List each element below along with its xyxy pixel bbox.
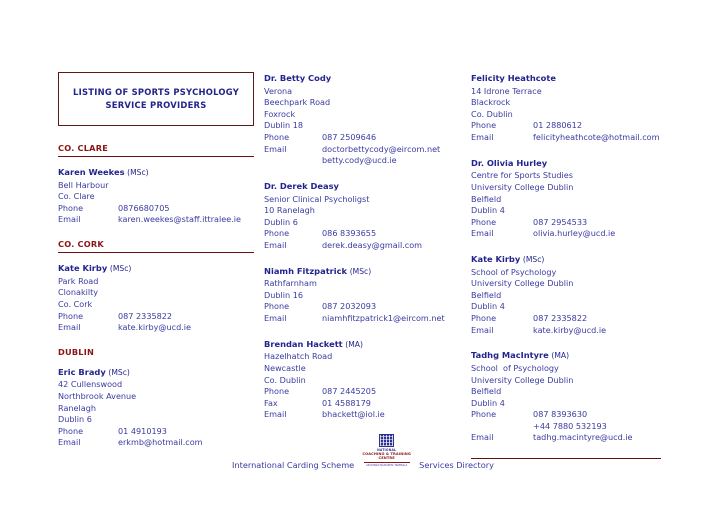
address-line: Centre for Sports Studies bbox=[471, 170, 573, 181]
page-footer bbox=[0, 438, 716, 498]
contact-value: niamhfitzpatrick1@eircom.net bbox=[322, 313, 445, 324]
provider-entry bbox=[264, 265, 463, 325]
contact-row bbox=[471, 313, 682, 325]
contact-label: Email bbox=[264, 409, 287, 420]
contact-row bbox=[264, 313, 463, 325]
contact-value: 087 2335822 bbox=[118, 310, 173, 321]
provider-name-line bbox=[471, 72, 682, 85]
contact-row bbox=[264, 144, 463, 156]
provider-qualification: (MSc) bbox=[522, 254, 545, 264]
provider-name-line bbox=[58, 262, 254, 275]
provider-name-line bbox=[264, 180, 463, 193]
contact-label: Phone bbox=[264, 228, 290, 239]
address-line: Ranelagh bbox=[58, 402, 96, 413]
footer-left-text: International Carding Scheme bbox=[232, 459, 355, 470]
contact-row bbox=[58, 311, 254, 323]
address-line: Northbrook Avenue bbox=[58, 391, 137, 402]
contact-label: Phone bbox=[58, 310, 84, 321]
provider-name-line bbox=[58, 366, 254, 379]
address-line: 14 Idrone Terrace bbox=[471, 85, 542, 96]
contact-value: 087 8393630 bbox=[533, 409, 588, 420]
provider-name: Tadhg MacIntyre bbox=[471, 350, 549, 361]
provider-name: Dr. Betty Cody bbox=[264, 73, 332, 83]
address-line: Dublin 4 bbox=[471, 205, 505, 216]
address-line: University College Dublin bbox=[471, 181, 574, 192]
contact-value: 087 2032093 bbox=[322, 301, 377, 312]
address-line: Dublin 16 bbox=[264, 289, 304, 300]
provider-qualification: (MA) bbox=[551, 351, 570, 361]
contact-label: Phone bbox=[471, 120, 497, 131]
contact-value: felicityheathcote@hotmail.com bbox=[533, 132, 660, 143]
contact-value: 087 2509646 bbox=[322, 132, 377, 143]
contact-row bbox=[471, 217, 682, 229]
contact-label: Phone bbox=[264, 301, 290, 312]
contact-row bbox=[471, 409, 682, 421]
provider-name: Kate Kirby bbox=[58, 263, 108, 274]
logo-line-2: COACHING & TRAINING bbox=[362, 452, 411, 456]
region-heading-co-clare bbox=[58, 143, 254, 157]
address-line: University College Dublin bbox=[471, 278, 574, 289]
contact-value: betty.cody@ucd.ie bbox=[322, 155, 397, 166]
provider-qualification: (MSc) bbox=[108, 367, 130, 377]
address-line: 10 Ranelagh bbox=[264, 205, 315, 216]
column-1 bbox=[58, 72, 254, 462]
contact-value: kate.kirby@ucd.ie bbox=[533, 324, 607, 335]
address-line: Dublin 18 bbox=[264, 120, 304, 131]
logo-divider bbox=[364, 462, 410, 463]
contact-label: Email bbox=[58, 322, 81, 333]
address-line: Dublin 4 bbox=[471, 397, 505, 408]
contact-label: Email bbox=[471, 228, 494, 239]
contact-value: +44 7880 532193 bbox=[533, 420, 607, 431]
contact-label: Phone bbox=[264, 386, 290, 397]
provider-name: Felicity Heathcote bbox=[471, 73, 556, 83]
contact-value: 0876680705 bbox=[118, 202, 170, 213]
address-line: University College Dublin bbox=[471, 374, 574, 385]
provider-name-line bbox=[471, 253, 682, 266]
contact-value: derek.deasy@gmail.com bbox=[322, 239, 423, 250]
contact-label: Email bbox=[471, 324, 494, 335]
contact-value: 087 2954533 bbox=[533, 216, 588, 227]
footer-inner bbox=[232, 438, 494, 471]
address-line: Newcastle bbox=[264, 362, 306, 373]
region-label: CO. CLARE bbox=[58, 143, 109, 153]
logo-line-4: AN tIONAD NÁISIÚNTA TRAENÁLA bbox=[366, 463, 408, 467]
provider-entry bbox=[471, 349, 682, 444]
provider-name: Dr. Derek Deasy bbox=[264, 180, 339, 191]
contact-row bbox=[264, 301, 463, 313]
contact-row bbox=[471, 228, 682, 240]
provider-qualification: (MA) bbox=[345, 339, 363, 349]
logo-line-3: CENTRE bbox=[378, 456, 395, 461]
contact-row bbox=[264, 240, 463, 252]
contact-label: Email bbox=[471, 132, 494, 143]
logo-line-1: NATIONAL bbox=[377, 448, 397, 452]
contact-value: bhackett@iol.ie bbox=[322, 409, 385, 420]
address-line: Dublin 6 bbox=[264, 216, 298, 227]
contact-value: karen.weekes@staff.ittralee.ie bbox=[118, 214, 241, 225]
contact-row bbox=[471, 325, 682, 337]
address-line: School of Psychology bbox=[471, 362, 559, 373]
provider-name-line bbox=[264, 265, 463, 278]
contact-row bbox=[58, 426, 254, 438]
address-line: Rathfarnham bbox=[264, 278, 317, 289]
provider-name-line bbox=[264, 338, 463, 351]
contact-row bbox=[264, 386, 463, 398]
contact-label: Email bbox=[58, 437, 81, 448]
address-line: Beechpark Road bbox=[264, 97, 331, 108]
provider-name: Dr. Olivia Hurley bbox=[471, 157, 548, 168]
address-line: School of Psychology bbox=[471, 266, 557, 277]
contact-row bbox=[58, 322, 254, 334]
address-line: Senior Clinical Psycholigst bbox=[264, 193, 370, 204]
address-line: Co. Cork bbox=[58, 298, 93, 309]
address-line: Foxrock bbox=[264, 108, 296, 119]
address-line: Park Road bbox=[58, 275, 99, 286]
document-title-box bbox=[58, 72, 254, 126]
contact-label: Phone bbox=[58, 425, 84, 436]
contact-label: Fax bbox=[264, 397, 278, 408]
provider-entry bbox=[471, 253, 682, 336]
region-heading-dublin bbox=[58, 347, 254, 359]
contact-value: kate.kirby@ucd.ie bbox=[118, 322, 192, 333]
region-label: CO. CORK bbox=[58, 239, 104, 250]
contact-value: erkmb@hotmail.com bbox=[118, 437, 203, 448]
contact-value: 01 4588179 bbox=[322, 397, 371, 408]
region-heading-co-cork bbox=[58, 239, 254, 253]
provider-entry bbox=[471, 157, 682, 240]
region-rule bbox=[58, 252, 254, 253]
contact-row bbox=[471, 120, 682, 132]
contact-value: 087 2445205 bbox=[322, 386, 377, 397]
address-line: Belfield bbox=[471, 193, 502, 204]
contact-label: Phone bbox=[58, 202, 84, 213]
contact-label: Phone bbox=[471, 409, 497, 420]
contact-value: 087 2335822 bbox=[533, 313, 588, 324]
document-title-line-1: LISTING OF SPORTS PSYCHOLOGY bbox=[73, 87, 240, 97]
address-line: Verona bbox=[264, 85, 293, 96]
address-line: 42 Cullenswood bbox=[58, 379, 123, 390]
contact-row bbox=[58, 203, 254, 215]
contact-label: Email bbox=[264, 239, 287, 250]
column-2 bbox=[264, 72, 463, 434]
provider-entry bbox=[58, 262, 254, 334]
contact-label: Email bbox=[58, 214, 81, 225]
contact-value: doctorbettycody@eircom.net bbox=[322, 143, 441, 154]
address-line: Belfield bbox=[471, 386, 502, 397]
contact-value: tadhg.macintyre@ucd.ie bbox=[533, 432, 633, 443]
nctc-emblem-icon bbox=[379, 434, 394, 447]
provider-qualification: (MSc) bbox=[109, 264, 132, 274]
document-title-line-2: SERVICE PROVIDERS bbox=[105, 99, 207, 110]
contact-row bbox=[264, 228, 463, 240]
provider-entry bbox=[58, 166, 254, 226]
nctc-logo bbox=[361, 434, 413, 467]
contact-row bbox=[264, 132, 463, 144]
contact-label: Phone bbox=[264, 132, 290, 143]
provider-name: Niamh Fitzpatrick bbox=[264, 265, 348, 276]
contact-label: Email bbox=[264, 143, 287, 154]
provider-qualification: (MSc) bbox=[127, 168, 149, 177]
contact-label: Email bbox=[264, 313, 287, 324]
provider-name-line bbox=[471, 349, 682, 362]
address-line: Hazelhatch Road bbox=[264, 351, 333, 362]
provider-name: Brendan Hackett bbox=[264, 338, 343, 349]
provider-entry bbox=[264, 72, 463, 167]
contact-label: Phone bbox=[471, 216, 497, 227]
contact-label: Email bbox=[471, 432, 494, 443]
contact-row-continuation bbox=[471, 421, 682, 433]
contact-value: olivia.hurley@ucd.ie bbox=[533, 228, 616, 239]
region-rule bbox=[58, 156, 254, 157]
contact-row bbox=[264, 409, 463, 421]
contact-row bbox=[471, 132, 682, 144]
footer-right-text: Services Directory bbox=[419, 459, 494, 470]
region-label: DUBLIN bbox=[58, 346, 95, 357]
contact-label: Phone bbox=[471, 313, 497, 324]
provider-entry bbox=[58, 366, 254, 449]
provider-qualification: (MSc) bbox=[349, 266, 372, 276]
provider-name: Eric Brady bbox=[58, 366, 106, 377]
provider-entry bbox=[264, 180, 463, 252]
address-line: Co. Dublin bbox=[471, 108, 513, 119]
address-line: Co. Clare bbox=[58, 191, 95, 202]
provider-name-line bbox=[264, 72, 463, 85]
address-line: Dublin 4 bbox=[471, 301, 505, 312]
contact-value: 01 4910193 bbox=[118, 425, 167, 436]
provider-name-line bbox=[471, 157, 682, 170]
provider-name-line bbox=[58, 166, 254, 179]
contact-row-continuation bbox=[264, 155, 463, 167]
contact-value: 086 8393655 bbox=[322, 228, 377, 239]
contact-value: 01 2880612 bbox=[533, 120, 582, 131]
provider-entry bbox=[471, 72, 682, 144]
contact-row bbox=[58, 214, 254, 226]
address-line: Belfield bbox=[471, 289, 502, 300]
address-line: Clonakilty bbox=[58, 287, 99, 298]
contact-row bbox=[264, 398, 463, 410]
listing-columns bbox=[58, 72, 682, 462]
address-line: Dublin 6 bbox=[58, 414, 92, 425]
address-line: Co. Dublin bbox=[264, 374, 306, 385]
provider-name: Kate Kirby bbox=[471, 253, 521, 264]
column-3 bbox=[471, 72, 682, 459]
provider-name: Karen Weekes bbox=[58, 167, 125, 177]
provider-entry bbox=[264, 338, 463, 421]
address-line: Blackrock bbox=[471, 97, 511, 108]
address-line: Bell Harbour bbox=[58, 179, 109, 190]
